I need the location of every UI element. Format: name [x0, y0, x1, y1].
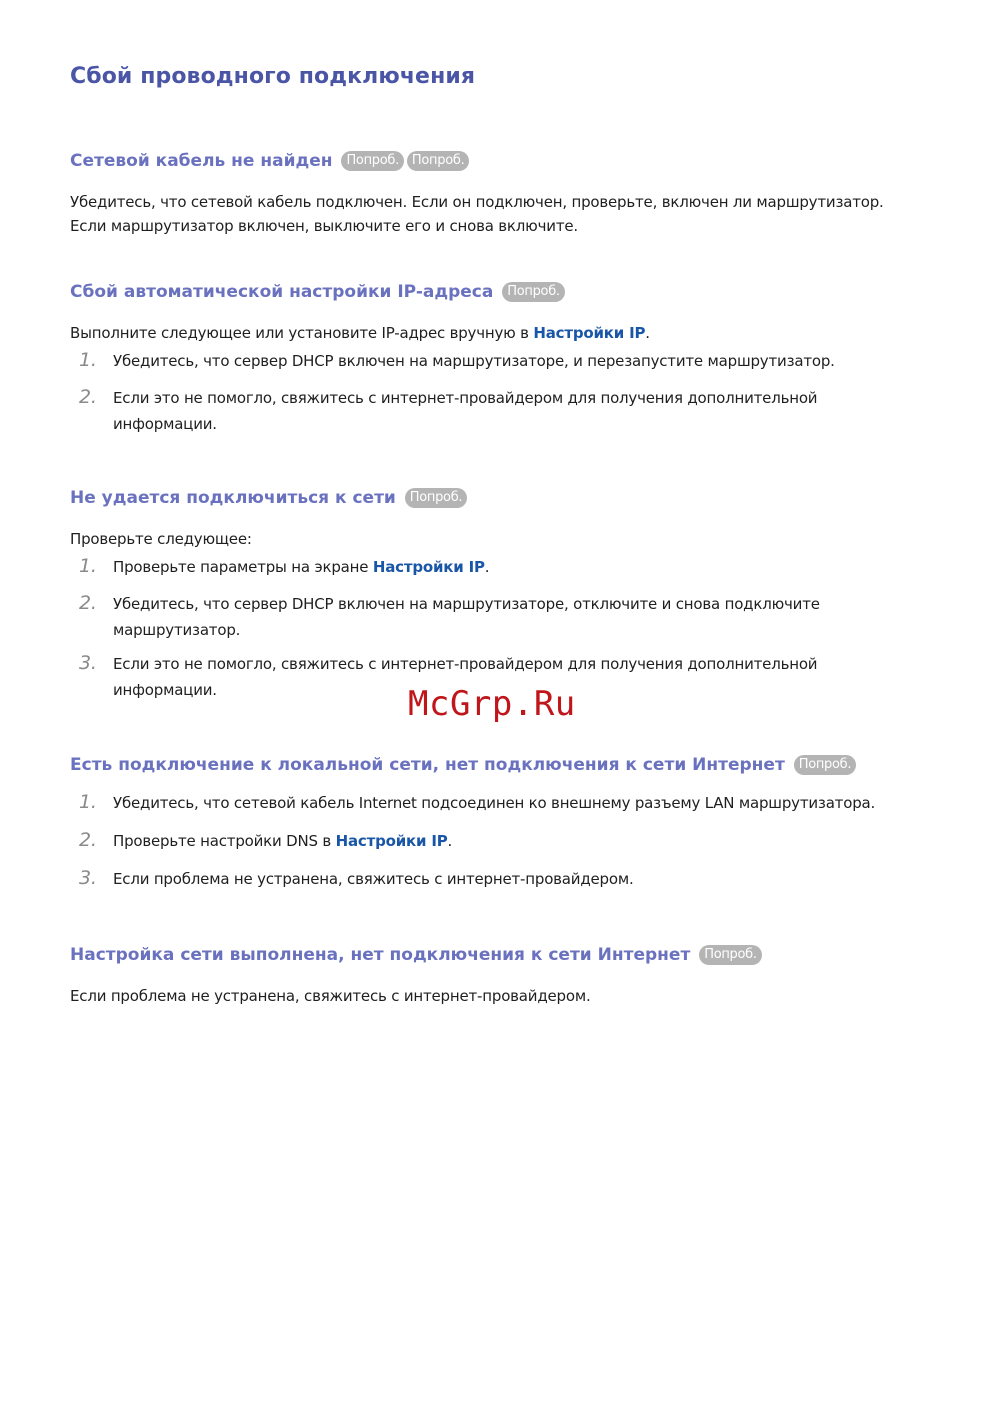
step-item [70, 554, 940, 580]
step-number: 1. [79, 555, 97, 577]
section-cannot-connect [70, 485, 940, 703]
try-now-badge[interactable]: Попроб. [794, 755, 856, 775]
steps-list [70, 348, 940, 437]
section-heading [70, 279, 940, 305]
section-heading [70, 942, 940, 968]
section-heading [70, 148, 940, 174]
steps-list [70, 554, 940, 703]
paragraph: Если проблема не устранена, свяжитесь с интернет-провайдером. [70, 987, 591, 1005]
step-suffix: . [484, 558, 490, 576]
section-heading-text: Не удается подключиться к сети [70, 488, 396, 508]
step-number: 2. [79, 829, 97, 851]
section-intro [70, 321, 940, 345]
section-heading-text: Настройка сети выполнена, нет подключения к сети Интернет [70, 945, 691, 965]
step-item [70, 828, 940, 854]
section-heading-text: Есть подключение к локальной сети, нет подключения к сети Интернет [70, 755, 785, 775]
try-now-badge[interactable]: Попроб. [407, 151, 469, 171]
section-heading [70, 752, 940, 778]
step-text: Если это не помогло, свяжитесь с интернет-провайдером для получения дополнительной информации. [113, 389, 818, 433]
step-text: Если это не помогло, свяжитесь с интернет-провайдером для получения дополнительной информации. [113, 655, 818, 699]
step-item [70, 385, 873, 437]
step-suffix: . [447, 832, 453, 850]
ip-settings-link[interactable]: Настройки IP [533, 324, 646, 342]
ip-settings-link[interactable]: Настройки IP [372, 558, 485, 576]
section-auto-ip-failure [70, 279, 940, 437]
step-item [70, 591, 853, 643]
step-number: 3. [79, 652, 97, 674]
step-number: 3. [79, 867, 97, 889]
step-text: Если проблема не устранена, свяжитесь с интернет-провайдером. [113, 870, 634, 888]
section-cable-not-found [70, 148, 940, 238]
step-item [70, 866, 940, 892]
step-text: Проверьте настройки DNS в [113, 832, 336, 850]
try-now-badge[interactable]: Попроб. [405, 488, 467, 508]
section-heading-text: Сетевой кабель не найден [70, 151, 333, 171]
step-text: Проверьте параметры на экране [113, 558, 373, 576]
step-item [70, 790, 940, 816]
intro-text: Выполните следующее или установите IP-адрес вручную в [70, 324, 534, 342]
paragraph-line: Убедитесь, что сетевой кабель подключен. Если он подключен, проверьте, включен ли маршрутизатор. [70, 193, 884, 211]
step-number: 1. [79, 791, 97, 813]
step-number: 1. [79, 349, 97, 371]
step-number: 2. [79, 386, 97, 408]
ip-settings-link[interactable]: Настройки IP [335, 832, 448, 850]
section-intro: Проверьте следующее: [70, 530, 252, 548]
paragraph-line: Если маршрутизатор включен, выключите его и снова включите. [70, 217, 578, 235]
step-text: Убедитесь, что сетевой кабель Internet подсоединен ко внешнему разъему LAN маршрутизатора. [113, 794, 876, 812]
try-now-badge[interactable]: Попроб. [502, 282, 564, 302]
step-text: Убедитесь, что сервер DHCP включен на маршрутизаторе, отключите и снова подключите маршрутизатор. [113, 595, 820, 639]
step-number: 2. [79, 592, 97, 614]
try-now-badge[interactable]: Попроб. [341, 151, 403, 171]
steps-list [70, 790, 940, 892]
page-title: Сбой проводного подключения [70, 64, 476, 89]
try-now-badge[interactable]: Попроб. [699, 945, 761, 965]
step-text: Убедитесь, что сервер DHCP включен на маршрутизаторе, и перезапустите маршрутизатор. [113, 352, 835, 370]
watermark: McGrp.Ru [408, 684, 576, 724]
section-heading-text: Сбой автоматической настройки IP-адреса [70, 282, 494, 302]
intro-suffix: . [645, 324, 650, 342]
section-network-configured-no-internet [70, 942, 940, 1008]
section-lan-no-internet [70, 752, 940, 892]
step-item [70, 348, 940, 374]
section-heading [70, 485, 940, 511]
